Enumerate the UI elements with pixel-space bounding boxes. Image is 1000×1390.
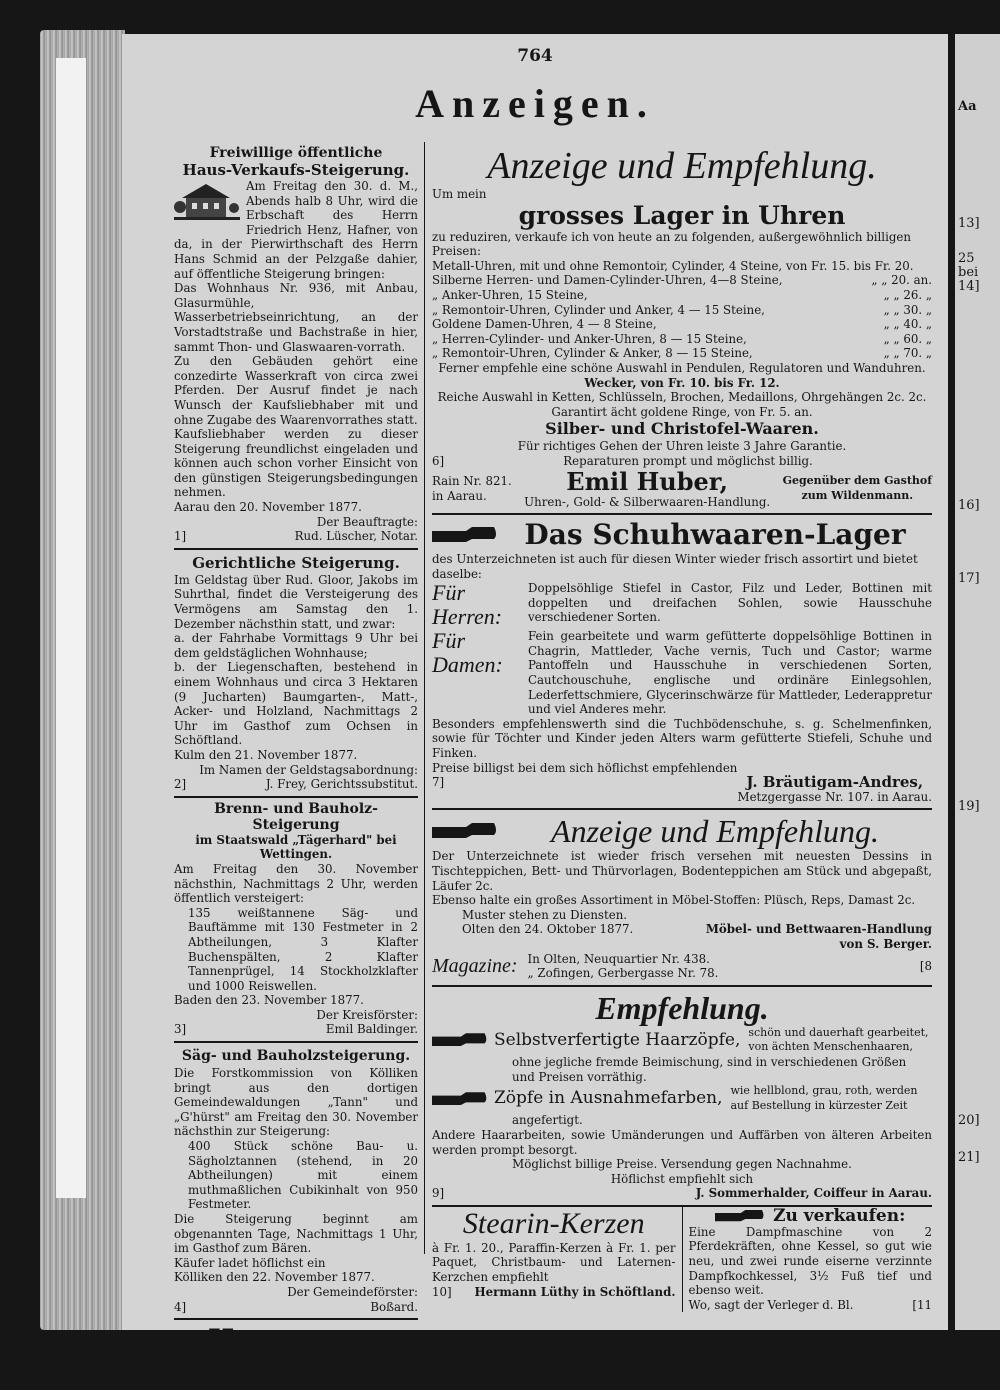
edge-fragment: 13] bbox=[958, 216, 980, 231]
firm-name: von S. Berger. bbox=[839, 936, 932, 951]
ad-text: Besonders empfehlenswerth sind die Tuchbödenschuhe, s. g. Schelmenfinken, sowie für Töchter und Kinder jeden Alters warm gefütterte Stiefeli, Schuhe und Finken. bbox=[432, 716, 932, 761]
shop-location: Gegenüber dem Gasthof bbox=[782, 474, 932, 488]
edge-fragment: 21] bbox=[958, 1150, 980, 1165]
ad-text: a. der Fahrhabe Vormittags 9 Uhr bei dem geldstäglichen Wohnhause; bbox=[174, 631, 418, 660]
ad-signer: Boßard. bbox=[370, 1299, 418, 1314]
ad-text: Der Unterzeichnete ist wieder frisch versehen mit neuesten Dessins in Tischteppichen, Bett- und Thürvorlagen, Bodenteppichen am Stück und abgepaßt, Läufer 2c. bbox=[432, 849, 932, 893]
edge-fragment: 14] bbox=[958, 279, 980, 294]
ad-items: 135 weißtannene Säg- und Bauftämme mit 130 Festmeter in 2 Abtheilungen, 3 Klafter Buchenspälten, 2 Klafter Tannenprügel, 14 Stockholzklafter und 1000 Reiswellen. bbox=[188, 905, 418, 993]
ad-items: 400 Stück schöne Bau- u. Sägholztannen (stehend, in 20 Abtheilungen) mit einem muthmaßlichen Cubikinhalt von 950 Festmeter. bbox=[188, 1139, 418, 1212]
ad-text: Reparaturen prompt und möglichst billig. bbox=[563, 453, 813, 468]
pointing-hand-icon bbox=[432, 822, 498, 840]
ad-number: 9] bbox=[432, 1186, 445, 1201]
masthead: Anzeigen. bbox=[415, 81, 655, 126]
ad-watches bbox=[432, 142, 932, 515]
pointing-hand-icon bbox=[432, 526, 498, 544]
left-column bbox=[174, 142, 418, 1390]
ad-date: Olten den 24. Oktober 1877. bbox=[462, 922, 634, 937]
ad-number: 7] bbox=[432, 775, 445, 790]
edge-fragment: 16] bbox=[958, 498, 980, 513]
ad-signed: Der Kreisförster: bbox=[316, 1007, 418, 1022]
ad-text: Am Freitag den 30. d. M., Abends halb 8 Uhr, wird die Erbschaft des Herrn Friedrich Henz, Hafner, von da, in der Pierwirthschaft des Herrn Hans Schmid an der Pelzgaße dahier, auf öffentliche Steigerung bringen: bbox=[174, 179, 418, 281]
section-label: Für Damen: bbox=[432, 628, 503, 678]
ad-date: Kulm den 21. November 1877. bbox=[174, 747, 358, 762]
price-row: Silberne Herren- und Damen-Cylinder-Uhren, 4—8 Steine, „ „ 20. an. bbox=[432, 273, 932, 288]
right-column bbox=[432, 142, 932, 1312]
ad-text: Ferner empfehle eine schöne Auswahl in Pendulen, Regulatoren und Wanduhren. bbox=[438, 360, 926, 375]
ad-text: Zu den Gebäuden gehört eine conzedirte Wasserkraft von circa zwei Pferden. Der Ausruf findet je nach Wunsch der Kaufsliebhaber mit und ohne Zugabe des Waarenvorrathes statt. bbox=[174, 354, 418, 427]
ad-number: 2] bbox=[174, 777, 187, 792]
ad-number: 4] bbox=[174, 1299, 187, 1314]
ad-text: angefertigt. bbox=[512, 1113, 583, 1128]
ad-title: Stearin-Kerzen bbox=[462, 1206, 645, 1240]
shop-address: Rain Nr. 821. bbox=[432, 474, 512, 489]
magazine-address: „ Zofingen, Gerbergasse Nr. 78. bbox=[527, 966, 719, 981]
magazine-address: In Olten, Neuquartier Nr. 438. bbox=[527, 951, 710, 966]
edge-fragment: 20] bbox=[958, 1113, 980, 1128]
ad-title: Brenn- und Bauholz- bbox=[214, 800, 378, 817]
ad-text: per Stück à 3 bis 4 Fr. empfiehlt bbox=[174, 1357, 367, 1372]
ad-title: Säg- und Bauholzsteigerung. bbox=[181, 1048, 411, 1065]
ad-number: [8 bbox=[919, 958, 932, 973]
ad-text: ohne jegliche fremde Beimischung, sind in verschiedenen Größen und Preisen vorräthig. bbox=[512, 1054, 907, 1084]
firm-name: Möbel- und Bettwaaren-Handlung bbox=[705, 922, 932, 937]
ad-text: Kaufsliebhaber werden zu dieser Steigerung freundlichst eingeladen und können auch schon vorher Einsicht von den günstigen Steigerungsbedingungen nehmen. bbox=[174, 427, 418, 500]
edge-fragment: bei bbox=[958, 265, 979, 280]
price-row: „ Remontoir-Uhren, Cylinder und Anker, 4 — 15 Steine, „ „ 30. „ bbox=[432, 302, 932, 317]
ad-signed: Der Beauftragte: bbox=[316, 514, 418, 529]
ad-title: Haus-Verkaufs-Steigerung. bbox=[182, 161, 410, 179]
ad-title: Heumesser bbox=[207, 1323, 385, 1357]
ad-signed: Der Gemeindeförster: bbox=[287, 1284, 418, 1299]
edge-fragment: 17] bbox=[958, 571, 980, 586]
ad-text: Eine Dampfmaschine von 2 Pferdekräften, ohne Kessel, so gut wie neu, und zwei runde eiserne verzinnte Dampfkochkessel, 3½ Fuß tief und ebenso weit. bbox=[688, 1224, 932, 1298]
ad-date: Aarau den 20. November 1877. bbox=[174, 500, 362, 515]
ad-title: Gerichtliche Steigerung. bbox=[192, 553, 400, 572]
ad-text: Die Steigerung beginnt am obgenannten Tage, Nachmittags 1 Uhr, im Gasthof zum Bären. bbox=[174, 1212, 418, 1256]
firm-name: J. Bräutigam-Andres, bbox=[746, 773, 924, 792]
ad-house-sale bbox=[174, 142, 418, 550]
ad-text: Die Forstkommission von Kölliken bringt aus den dortigen Gemeindewaldungen „Tann" und „G'hürst" am Freitag den 30. November nächsthin zur Steigerung: bbox=[174, 1066, 418, 1139]
pointing-hand-icon bbox=[432, 1031, 488, 1049]
ad-text: Garantirt ächt goldene Ringe, von Fr. 5. an. bbox=[551, 404, 813, 419]
newspaper-page bbox=[122, 34, 948, 1386]
ad-title: Freiwillige öffentliche bbox=[209, 145, 383, 161]
ad-text: Höflichst empfiehlt sich bbox=[610, 1171, 754, 1186]
ad-title: Empfehlung. bbox=[595, 989, 769, 1026]
ad-date: Kölliken den 22. November 1877. bbox=[174, 1270, 375, 1285]
ad-court-auction bbox=[174, 550, 418, 798]
ad-title: Anzeige und Empfehlung. bbox=[487, 145, 877, 187]
ad-text: Das Wohnhaus Nr. 936, mit Anbau, Glasurmühle, Wasserbetriebseinrichtung, an der Vorstadtstraße und Bachstraße in hier, sammt Thon- und Glaswaaren-vorrath. bbox=[174, 281, 418, 354]
ad-title: Zu verkaufen: bbox=[773, 1205, 906, 1226]
ad-number: 5] bbox=[174, 1371, 187, 1386]
ad-text: Für richtiges Gehen der Uhren leiste 3 Jahre Garantie. bbox=[517, 439, 847, 454]
price-row: „ Anker-Uhren, 15 Steine, „ „ 26. „ bbox=[432, 287, 932, 302]
ad-text: b. der Liegenschaften, bestehend in einem Wohnhaus und circa 3 Hektaren (9 Jucharten) Baumgarten-, Matt-, Acker- und Holzland, Nachmittags 2 Uhr im Gasthof zum Ochsen in Schöftland. bbox=[174, 660, 418, 748]
shop-address: in Aarau. bbox=[432, 488, 487, 503]
ad-carpets bbox=[432, 810, 932, 986]
ad-subheadline: Silber- und Christofel-Waaren. bbox=[545, 419, 819, 439]
ad-text: zu reduziren, verkaufe ich von heute an zu folgenden, außergewöhnlich billigen Preisen: bbox=[432, 229, 911, 259]
item-title: Zöpfe in Ausnahmefarben, bbox=[494, 1088, 723, 1109]
ad-text: Andere Haararbeiten, sowie Umänderungen und Auffärben von älteren Arbeiten werden prompt besorgt. bbox=[432, 1127, 932, 1157]
ad-text: Wo, sagt der Verleger d. Bl. bbox=[688, 1297, 854, 1312]
ad-timber-auction bbox=[174, 1043, 418, 1320]
item-desc: schön und dauerhaft gearbeitet, von ächten Menschenhaaren, bbox=[748, 1025, 929, 1054]
ad-signer: Hermann Lüthy in Schöftland. bbox=[216, 1371, 418, 1386]
ad-number: 1] bbox=[174, 529, 187, 544]
ad-text: Doppelsöhlige Stiefel in Castor, Filz und Leder, Bottinen mit doppelten und dreifachen Sohlen, sowie Hausschuhe verschiedener Sorten. bbox=[528, 581, 932, 625]
price-row: „ Remontoir-Uhren, Cylinder & Anker, 8 — 15 Steine, „ „ 70. „ bbox=[432, 346, 932, 361]
firm-name: J. Sommerhalder, Coiffeur in Aarau. bbox=[695, 1186, 932, 1201]
pointing-hand-icon bbox=[432, 1090, 488, 1108]
magazine-label: Magazine: bbox=[432, 954, 518, 977]
ad-date: Baden den 23. November 1877. bbox=[174, 993, 364, 1008]
edge-fragment: 19] bbox=[958, 799, 980, 814]
ad-signer: Rud. Lüscher, Notar. bbox=[294, 529, 418, 544]
ad-title: Steigerung bbox=[252, 816, 340, 833]
pointing-hand-icon bbox=[715, 1207, 765, 1225]
edge-fragment: 25 bbox=[958, 251, 975, 266]
price-row: Metall-Uhren, mit und ohne Remontoir, Cylinder, 4 Steine, von Fr. 15. bis Fr. 20. bbox=[432, 258, 914, 273]
ad-subtitle: im Staatswald „Tägerhard" bei Wettingen. bbox=[195, 832, 397, 862]
column-divider bbox=[424, 142, 425, 1254]
ad-text: Reiche Auswahl in Ketten, Schlüsseln, Brochen, Medaillons, Ohrgehängen 2c. 2c. bbox=[437, 390, 927, 405]
ad-number: 6] bbox=[432, 453, 445, 468]
price-row: „ Herren-Cylinder- und Anker-Uhren, 8 — 15 Steine, „ „ 60. „ bbox=[432, 331, 932, 346]
ad-signer: Hermann Lüthy in Schöftland. bbox=[474, 1284, 676, 1299]
page-number: 764 bbox=[517, 46, 553, 66]
paper-slip bbox=[56, 58, 86, 1198]
shop-location: zum Wildenmann. bbox=[801, 488, 914, 502]
ad-text: Möglichst billige Preise. Versendung gegen Nachnahme. bbox=[512, 1157, 852, 1172]
firm-name: Emil Huber, bbox=[566, 466, 729, 496]
ad-text: des Unterzeichneten ist auch für diesen Winter wieder frisch assortirt und bietet daselbe: bbox=[432, 552, 918, 581]
ad-hairpieces bbox=[432, 987, 932, 1207]
ad-text: Wecker, von Fr. 10. bis Fr. 12. bbox=[584, 375, 780, 390]
ad-signer: Emil Baldinger. bbox=[325, 1022, 418, 1037]
ad-number: 3] bbox=[174, 1022, 187, 1037]
ad-hay-knives bbox=[174, 1320, 418, 1390]
ad-signed: Im Namen der Geldstagsabordnung: bbox=[199, 762, 418, 777]
ad-text: Muster stehen zu Diensten. bbox=[462, 907, 628, 922]
section-label: Für Herren: bbox=[432, 580, 503, 630]
ad-intro: Um mein bbox=[432, 187, 487, 201]
house-icon bbox=[174, 181, 240, 221]
edge-fragment: Aa bbox=[958, 99, 977, 114]
ad-text: Käufer ladet höflichst ein bbox=[174, 1255, 326, 1270]
ad-text: Preise billigst bei dem sich höflichst empfehlenden bbox=[432, 760, 738, 775]
item-title: Selbstverfertigte Haarzöpfe, bbox=[494, 1030, 741, 1051]
ad-for-sale bbox=[689, 1207, 933, 1313]
ad-title: Anzeige und Empfehlung. bbox=[551, 813, 879, 850]
price-row: Goldene Damen-Uhren, 4 — 8 Steine, „ „ 40. „ bbox=[432, 317, 932, 332]
ad-headline: grosses Lager in Uhren bbox=[518, 200, 846, 230]
firm-address: Metzgergasse Nr. 107. in Aarau. bbox=[737, 789, 932, 804]
ad-title: Das Schuhwaaren-Lager bbox=[524, 518, 906, 552]
ad-firewood-auction bbox=[174, 798, 418, 1043]
item-desc: wie hellblond, grau, roth, werden auf Bestellung in kürzester Zeit bbox=[730, 1084, 918, 1112]
ad-text: à Fr. 1. 20., Paraffin-Kerzen à Fr. 1. per Paquet, Christbaum- und Laternen-Kerzchen empfiehlt bbox=[432, 1240, 676, 1285]
ad-number: [11 bbox=[912, 1297, 932, 1312]
adjacent-page-edge bbox=[955, 34, 1000, 1330]
ad-text: Ebenso halte ein großes Assortiment in Möbel-Stoffen: Plüsch, Reps, Damast 2c. bbox=[432, 893, 916, 908]
bottom-ads bbox=[432, 1207, 932, 1313]
ad-number: 10] bbox=[432, 1284, 452, 1299]
ad-signer: J. Frey, Gerichtssubstitut. bbox=[265, 777, 418, 792]
ad-text: Im Geldstag über Rud. Gloor, Jakobs im Suhrthal, findet die Versteigerung des Vermögens am Samstag den 1. Dezember nächsthin statt, und zwar: bbox=[174, 572, 418, 631]
ad-shoes bbox=[432, 515, 932, 810]
firm-sub: Uhren-, Gold- & Silberwaaren-Handlung. bbox=[524, 494, 771, 509]
ad-text: Fein gearbeitete und warm gefütterte doppelsöhlige Bottinen in Chagrin, Mattleder, Vache vernis, Tuch und Castor; warme Pantoffeln und Hausschuhe in verschiedenen Sorten, Cautchouschuhe, englische und ordinäre Einlegsohlen, Lederfettschmiere, Glycerinschwärze für Mattleder, Lederappretur und viel Anderes mehr. bbox=[528, 629, 932, 717]
ad-candles bbox=[432, 1207, 683, 1313]
ad-text: Am Freitag den 30. November nächsthin, Nachmittags 2 Uhr, werden öffentlich versteigert: bbox=[174, 861, 418, 906]
